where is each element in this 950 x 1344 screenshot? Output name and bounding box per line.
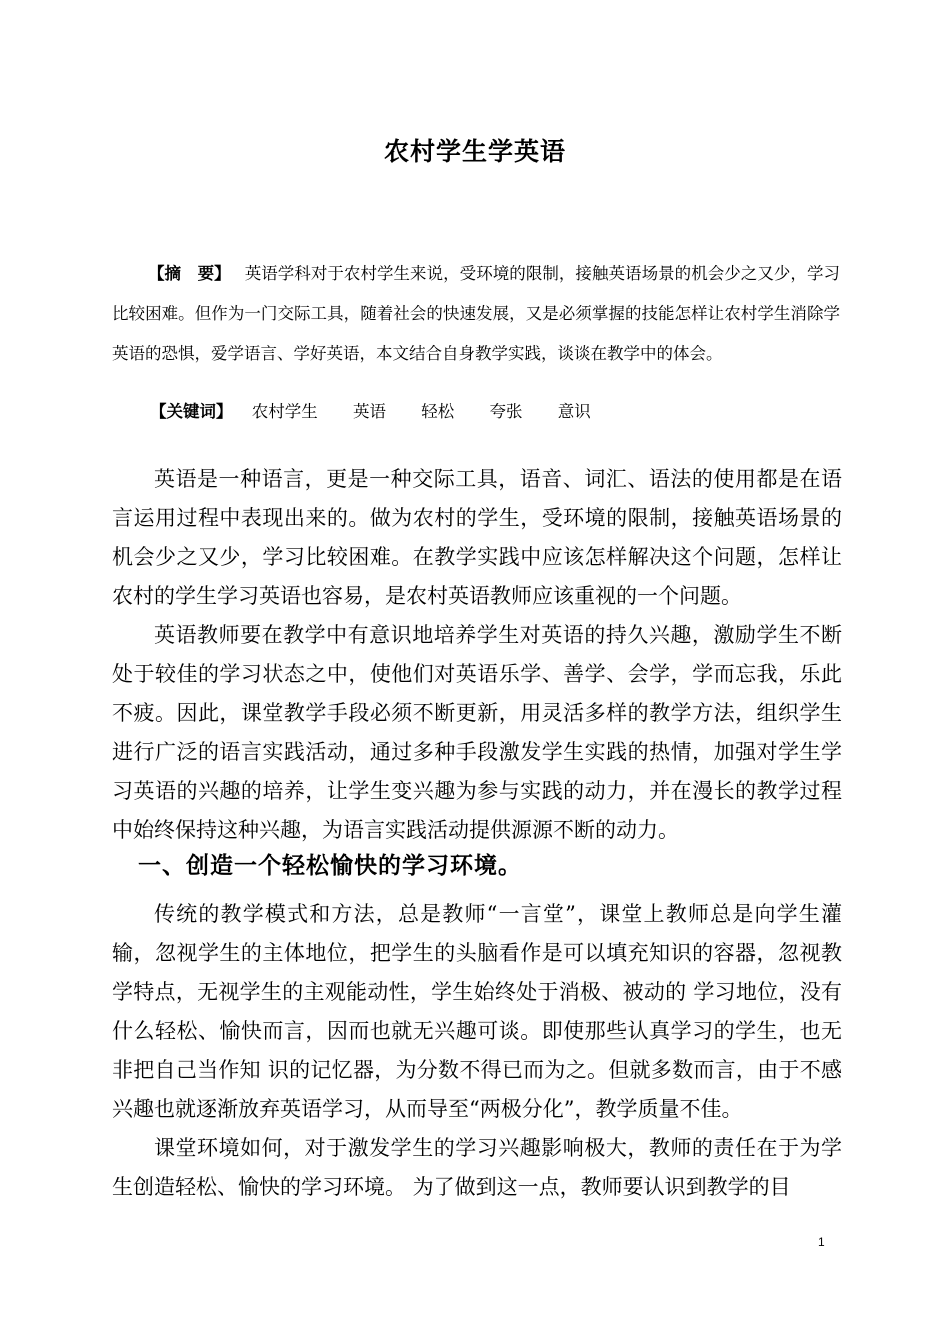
section-paragraph: 课堂环境如何，对于激发学生的学习兴趣影响极大，教师的责任在于为学生创造轻松、愉快的学习环境。 为了做到这一点，教师要认识到教学的目 bbox=[112, 1136, 842, 1199]
keyword: 农村学生 bbox=[251, 402, 318, 421]
abstract-label: 【摘 要】 bbox=[148, 264, 231, 283]
keywords bbox=[150, 396, 850, 428]
section-paragraph: 传统的教学模式和方法，总是教师“一言堂”，课堂上教师总是向学生灌输，忽视学生的主体地位，把学生的头脑看作是可以填充知识的容器，忽视教学特点，无视学生的主观能动性，学生始终处于消极、被动的 学习地位，没有什么轻松、愉快而言，因而也就无兴趣可谈。即使那些认真学习的学生，也无非把自己当作知 识的记忆器，为分数不得已而为之。但就多数而言，由于不感兴趣也就逐渐放弃英语学习，从而导至“两极分化”，教学质量不佳。 bbox=[112, 902, 842, 1121]
keyword: 英语 bbox=[353, 402, 386, 421]
keyword: 轻松 bbox=[421, 402, 455, 421]
page-number: 1 bbox=[818, 1235, 825, 1249]
keyword: 夸张 bbox=[489, 402, 523, 421]
keywords-label: 【关键词】 bbox=[150, 402, 233, 421]
keyword: 意识 bbox=[557, 402, 591, 421]
abstract-text: 英语学科对于农村学生来说，受环境的限制，接触英语场景的机会少之又少，学习比较困难。但作为一门交际工具，随着社会的快速发展，又是必须掌握的技能怎样让农村学生消除学英语的恐惧，爱学语言、学好英语，本文结合自身教学实践，谈谈在教学中的体会。 bbox=[112, 264, 841, 363]
body-paragraph: 英语教师要在教学中有意识地培养学生对英语的持久兴趣，激励学生不断处于较佳的学习状态之中，使他们对英语乐学、善学、会学，学而忘我，乐此不疲。因此，课堂教学手段必须不断更新，用灵活多样的教学方法，组织学生进行广泛的语言实践活动，通过多种手段激发学生实践的热情，加强对学生学习英语的兴趣的培养，让学生变兴趣为参与实践的动力，并在漫长的教学过程中始终保持这种兴趣，为语言实践活动提供源源不断的动力。 bbox=[112, 623, 842, 842]
page-title: 农村学生学英语 bbox=[383, 137, 566, 166]
body-paragraph: 英语是一种语言，更是一种交际工具，语音、词汇、语法的使用都是在语言运用过程中表现出来的。做为农村的学生，受环境的限制，接触英语场景的机会少之又少，学习比较困难。在教学实践中应该怎样解决这个问题，怎样让农村的学生学习英语也容易，是农村英语教师应该重视的一个问题。 bbox=[112, 467, 842, 608]
section-heading: 一、创造一个轻松愉快的学习环境。 bbox=[138, 853, 522, 879]
abstract bbox=[112, 254, 840, 374]
